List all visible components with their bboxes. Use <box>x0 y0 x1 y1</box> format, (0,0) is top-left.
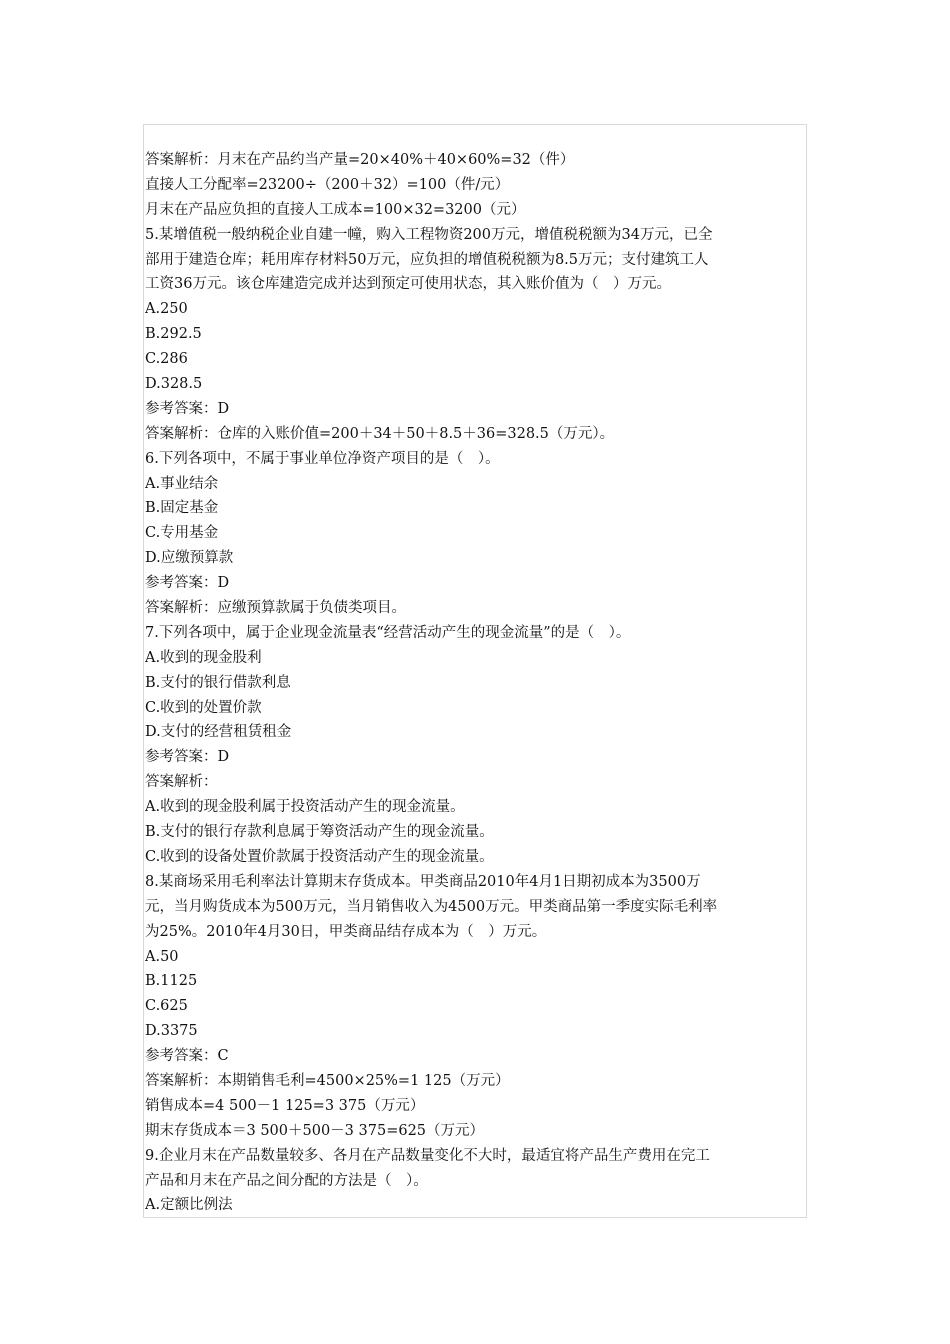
option-a: A.事业结余 <box>145 475 219 492</box>
answer-explanation: A.收到的现金股利属于投资活动产生的现金流量。 <box>145 799 465 816</box>
text-line: 答案解析：月末在产品约当产量=20×40%＋40×60%=32（件） <box>145 152 575 168</box>
answer-explanation: 销售成本=4 500－1 125=3 375（万元） <box>145 1097 425 1114</box>
answer-explanation: 答案解析：应缴预算款属于负债类项目。 <box>145 600 406 617</box>
question-5-stem: 5.某增值税一般纳税企业自建一幢，购入工程物资200万元，增值税税额为34万元，已全 <box>145 226 713 243</box>
option-d: D.328.5 <box>145 376 203 393</box>
question-8-stem: 为25%。2010年4月30日，甲类商品结存成本为（ ）万元。 <box>145 923 547 940</box>
answer-explanation: C.收到的设备处置价款属于投资活动产生的现金流量。 <box>145 848 494 865</box>
reference-answer: 参考答案：D <box>145 575 230 592</box>
option-a: A.50 <box>145 948 179 965</box>
question-5-stem: 工资36万元。该仓库建造完成并达到预定可使用状态，其入账价值为（ ）万元。 <box>145 276 671 293</box>
option-c: C.收到的处置价款 <box>145 699 262 716</box>
answer-explanation: 期末存货成本＝3 500＋500－3 375=625（万元） <box>145 1122 485 1139</box>
reference-answer: 参考答案：C <box>145 1048 229 1065</box>
option-d: D.应缴预算款 <box>145 550 234 567</box>
reference-answer: 参考答案：D <box>145 749 230 766</box>
option-d: D.支付的经营租赁租金 <box>145 724 292 741</box>
answer-explanation: 答案解析：本期销售毛利=4500×25%=1 125（万元） <box>145 1072 510 1089</box>
option-b: B.支付的银行借款利息 <box>145 674 291 691</box>
answer-explanation: B.支付的银行存款利息属于筹资活动产生的现金流量。 <box>145 824 494 841</box>
question-8-stem: 元，当月购货成本为500万元，当月销售收入为4500万元。甲类商品第一季度实际毛利率 <box>145 898 718 915</box>
reference-answer: 参考答案：D <box>145 400 230 417</box>
question-6-stem: 6.下列各项中，不属于事业单位净资产项目的是（ ）。 <box>145 450 500 467</box>
text-line: 月末在产品应负担的直接人工成本=100×32=3200（元） <box>145 201 526 218</box>
option-a: A.定额比例法 <box>145 1197 233 1214</box>
question-5-stem: 部用于建造仓库；耗用库存材料50万元，应负担的增值税税额为8.5万元；支付建筑工人 <box>145 251 709 268</box>
answer-explanation: 答案解析：仓库的入账价值=200＋34＋50＋8.5＋36=328.5（万元）。 <box>145 425 615 442</box>
question-8-stem: 8.某商场采用毛利率法计算期末存货成本。甲类商品2010年4月1日期初成本为3500万 <box>145 873 701 890</box>
option-b: B.固定基金 <box>145 500 219 517</box>
option-c: C.专用基金 <box>145 525 219 542</box>
option-b: B.292.5 <box>145 326 202 343</box>
option-a: A.250 <box>145 301 188 318</box>
option-c: C.625 <box>145 998 188 1015</box>
option-d: D.3375 <box>145 1023 198 1040</box>
text-line: 直接人工分配率=23200÷（200＋32）=100（件/元） <box>145 176 510 193</box>
option-b: B.1125 <box>145 973 198 990</box>
answer-explanation: 答案解析： <box>145 774 218 791</box>
question-9-stem: 产品和月末在产品之间分配的方法是（ ）。 <box>145 1172 428 1189</box>
question-9-stem: 9.企业月末在产品数量较多、各月在产品数量变化不大时，最适宜将产品生产费用在完工 <box>145 1147 710 1164</box>
option-c: C.286 <box>145 351 188 368</box>
document-body <box>145 148 805 1218</box>
question-7-stem: 7.下列各项中，属于企业现金流量表“经营活动产生的现金流量”的是（ ）。 <box>145 624 631 641</box>
option-a: A.收到的现金股利 <box>145 649 262 666</box>
